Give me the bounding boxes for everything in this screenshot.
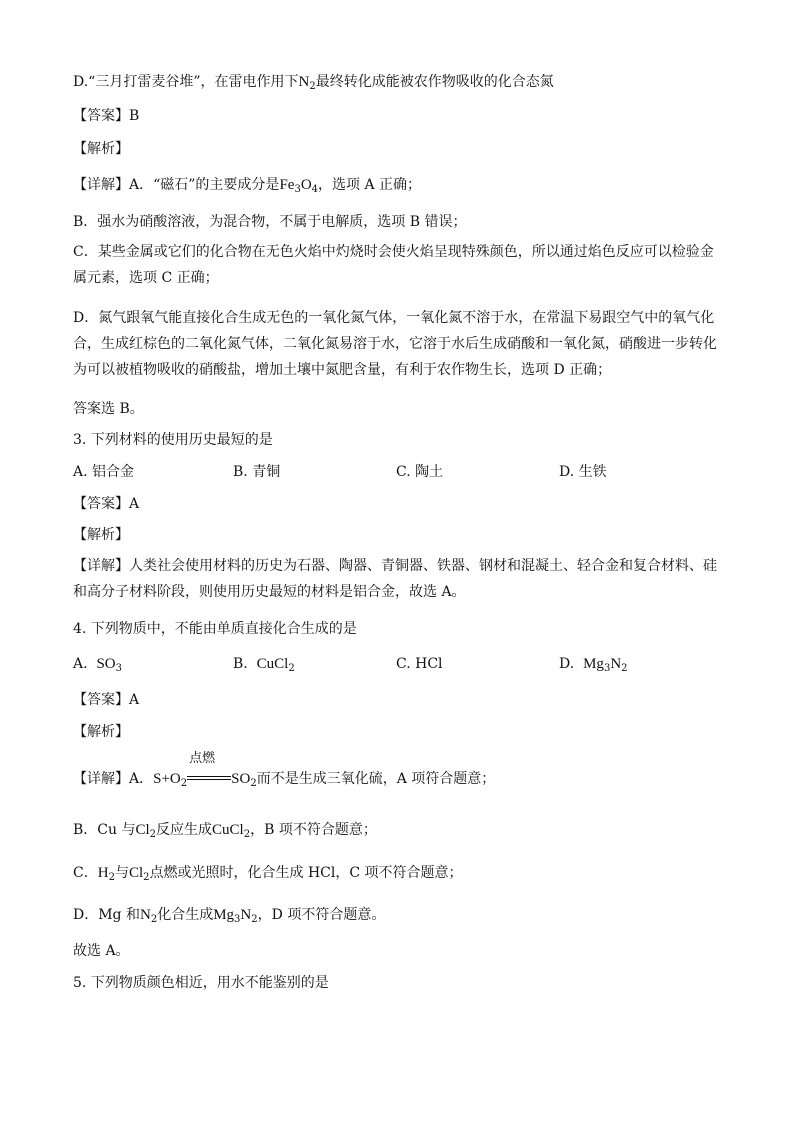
q4-option-b: B. CuCl$_2$: [233, 656, 295, 674]
q2-detail-a: 【详解】A．“磁石”的主要成分是$Fe_3O_4$，选项 A 正确；: [73, 177, 422, 195]
q2-option-d: D.“三月打雷麦谷堆”，在雷电作用下$N_2$最终转化成能被农作物吸收的化合态氮: [73, 74, 554, 92]
q4-option-c: C. HCl: [396, 656, 443, 672]
q2-answer: 【答案】B: [73, 108, 140, 124]
q2-detail-b: B．强水为硝酸溶液，为混合物，不属于电解质，选项 B 错误；: [73, 214, 467, 230]
q4-detail-d: D．Mg 和$N_2$化合生成$Mg_3N_2$，D 项不符合题意。: [73, 907, 386, 925]
q3-options: [73, 462, 723, 482]
q2-detail-d: D．氮气跟氧气能直接化合生成无色的一氧化氮气体，一氧化氮不溶于水，在常温下易跟空气中的氧气化合，生成红棕色的二氧化氮气体，二氧化氮易溶于水，它溶于水后生成硝酸和一氧化氮，硝酸进一步转化为可以被植物吸收的硝酸盐，增加土壤中氮肥含量，有利于农作物生长，选项 D 正确；: [73, 310, 717, 378]
q2-option-d-text: D.“三月打雷麦谷堆”，在雷电作用下: [73, 74, 299, 90]
q4-answer: 【答案】A: [73, 692, 140, 708]
q3-analysis-label: 【解析】: [73, 527, 129, 543]
q4-option-d: D. $Mg_3N_2$: [559, 656, 628, 674]
q3-answer: 【答案】A: [73, 496, 140, 512]
q2-conclusion: 答案选 B。: [73, 401, 144, 417]
q4-option-a: A. $SO_3$: [73, 656, 123, 674]
q4-conclusion: 故选 A。: [73, 943, 130, 959]
q4-stem: 4. 下列物质中，不能由单质直接化合生成的是: [73, 621, 357, 637]
q2-analysis-label: 【解析】: [73, 141, 129, 157]
q4-detail-c: C．$H_2$与$Cl_2$点燃或光照时，化合生成 HCl，C 项不符合题意；: [73, 865, 463, 883]
q4-detail-b: B．Cu 与$Cl_2$反应生成CuCl$_2$，B 项不符合题意；: [73, 822, 377, 840]
q5-stem: 5. 下列物质颜色相近，用水不能鉴别的是: [73, 975, 329, 991]
q4-detail-a: 【详解】A．$S+O_2$ 点燃 $SO_2$而不是生成三氧化硫，A 项符合题意；: [73, 751, 496, 789]
q2-detail-c: C．某些金属或它们的化合物在无色火焰中灼烧时会使火焰呈现特殊颜色，所以通过焰色反应可以检验金属元素，选项 C 正确；: [73, 244, 714, 286]
q3-option-a: A. 铝合金: [73, 464, 135, 480]
q4-options: [73, 654, 723, 674]
equation-reactants: S+O: [153, 771, 181, 787]
equation-product: SO: [231, 771, 251, 787]
q3-stem: 3. 下列材料的使用历史最短的是: [73, 432, 273, 448]
q3-option-d: D. 生铁: [559, 464, 607, 480]
q3-option-c: C. 陶土: [396, 464, 444, 480]
q3-option-b: B. 青铜: [233, 464, 281, 480]
q4-analysis-label: 【解析】: [73, 724, 129, 740]
formula-n: N: [298, 74, 310, 90]
q3-detail: 【详解】人类社会使用材料的历史为石器、陶器、青铜器、铁器、钢材和混凝土、轻合金和复合材料、硅和高分子材料阶段，则使用历史最短的材料是铝合金，故选 A。: [73, 558, 717, 600]
reaction-condition: 点燃: [187, 769, 231, 783]
